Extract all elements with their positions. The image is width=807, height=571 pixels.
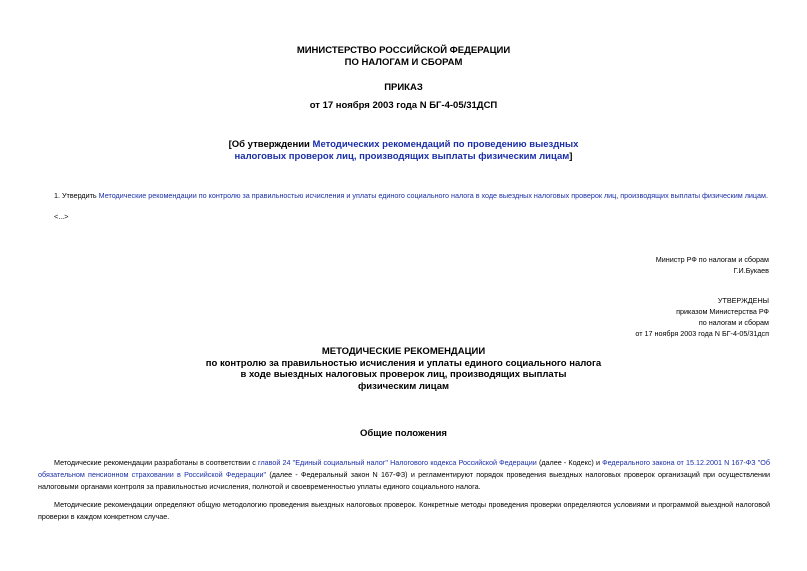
doc-type: ПРИКАЗ — [384, 82, 423, 93]
section-heading: Общие положения — [360, 428, 447, 439]
doc-date: от 17 ноября 2003 года N БГ-4-05/31ДСП — [309, 100, 498, 111]
subject-open: [Об утверждении — [228, 139, 313, 150]
recommendations-title-block — [0, 346, 807, 392]
paragraph-1-link-law[interactable]: Федерального закона от 15.12.2001 N 167-ФЗ "Об обязательном пенсионном страховании в Российской Федерации" — [38, 458, 770, 479]
approval-line-3: по налогам и сборам — [698, 318, 769, 327]
paragraph-1 — [38, 457, 770, 492]
signature-name: Г.И.Букаев — [733, 266, 769, 275]
subject-close: ] — [569, 151, 573, 162]
approval-line-1: УТВЕРЖДЕНЫ — [717, 296, 769, 305]
signature-position: Министр РФ по налогам и сборам — [655, 255, 769, 264]
paragraph-1-text-3: (далее - Федеральный закон N 167-ФЗ) и регламентируют порядок проведения выездных налоговых проверок организаций при осуществлении налоговыми органами контроля за правильностью исчисления, полнотой и своевременностью уплаты единого социального налога. — [38, 469, 771, 491]
recommendations-sub-2: в ходе выездных налоговых проверок лиц, производящих выплаты — [240, 369, 567, 380]
subject-block — [0, 139, 807, 163]
order-item-1 — [54, 191, 794, 200]
subject-link-line-1[interactable]: Методических рекомендаций по проведению выездных — [312, 139, 579, 150]
order-ellipsis: <...> — [54, 212, 69, 221]
ministry-line-2: ПО НАЛОГАМ И СБОРАМ — [344, 57, 463, 68]
paragraph-2: Методические рекомендации определяют общую методологию проведения выездных налоговых проверок. Конкретные методы проведения проверки определяются условиями и программой выездной налоговой проверки в каждом конкретном случае. — [38, 500, 770, 521]
recommendations-sub-3: физическим лицам — [357, 380, 450, 392]
recommendations-title: МЕТОДИЧЕСКИЕ РЕКОМЕНДАЦИИ — [321, 346, 486, 357]
recommendations-sub-1: по контролю за правильностью исчисления и уплаты единого социального налога — [205, 357, 602, 369]
paragraph-1-link-code[interactable]: главой 24 "Единый социальный налог" Налогового кодекса Российской Федерации — [258, 458, 537, 467]
approval-block — [635, 295, 769, 339]
ministry-line-1: МИНИСТЕРСТВО РОССИЙСКОЙ ФЕДЕРАЦИИ — [296, 45, 511, 56]
approval-line-2: приказом Министерства РФ — [676, 307, 769, 316]
paragraph-1-text-2: (далее - Кодекс) и — [536, 458, 603, 467]
paragraph-1-text-1: Методические рекомендации разработаны в соответствии с — [54, 458, 258, 467]
signature-block — [656, 254, 769, 276]
subject-link-line-2[interactable]: налоговых проверок лиц, производящих выплаты физическим лицам — [234, 151, 570, 162]
order-item-suffix: . — [765, 191, 768, 200]
order-item-prefix: 1. Утвердить — [54, 191, 99, 200]
approval-line-4: от 17 ноября 2003 года N БГ-4-05/31дсп — [635, 329, 769, 338]
order-item-link[interactable]: Методические рекомендации по контролю за правильностью исчисления и уплаты единого социального налога в ходе выездных налоговых проверок лиц, производящих выплаты физическим лицам — [98, 191, 766, 200]
